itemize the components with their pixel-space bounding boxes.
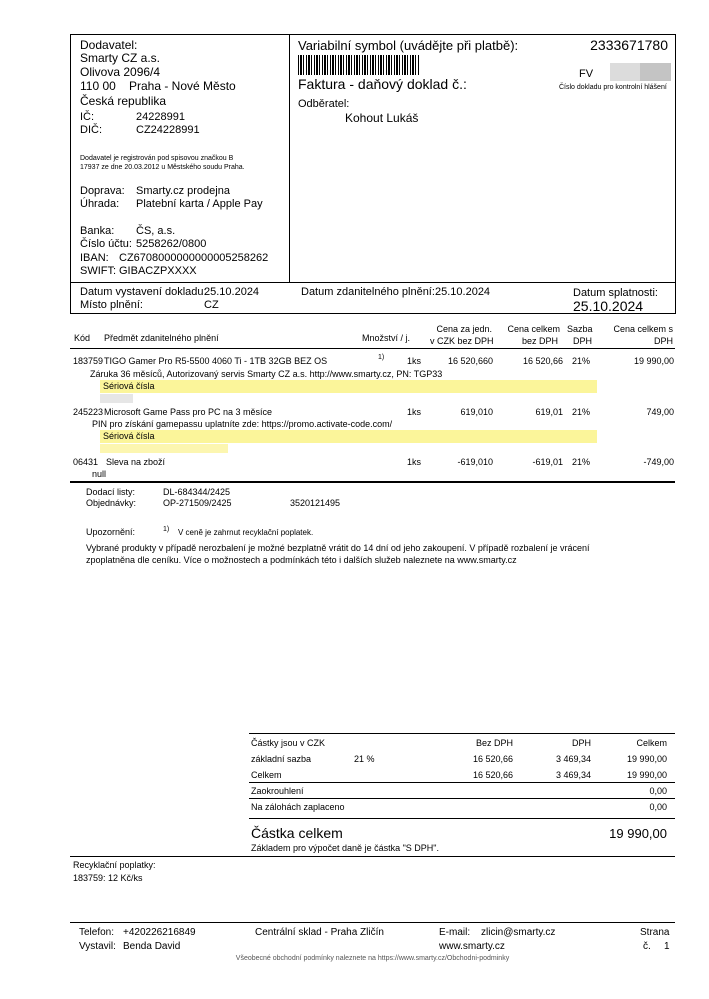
supplier-label: Dodavatel:: [80, 38, 138, 52]
delivery-value: Smarty.cz prodejna: [136, 185, 230, 197]
header-divider: [289, 35, 290, 282]
orders-label: Objednávky:: [86, 498, 137, 508]
col-unit-price-2: v CZK bez DPH: [430, 336, 494, 346]
issue-date-value: 25.10.2024: [204, 286, 260, 298]
issue-date-label: Datum vystavení dokladu:: [80, 286, 207, 298]
grand-total-value: 19 990,00: [609, 826, 667, 841]
total-vat: 3 469,34: [555, 770, 591, 780]
bank-value: ČS, a.s.: [136, 225, 176, 237]
row1-total: 16 520,66: [522, 356, 563, 366]
payment-value: Platební karta / Apple Pay: [136, 198, 263, 210]
variable-symbol-value: 2333671780: [590, 37, 668, 53]
row2-unit-price: 619,010: [460, 407, 493, 417]
email-label: E-mail:: [439, 927, 471, 938]
registration-line-2: 17937 ze dne 20.03.2012 u Městského soudu Praha.: [80, 164, 245, 171]
supplier-country: Česká republika: [80, 94, 167, 108]
advances-value: 0,00: [649, 802, 667, 812]
account-value: 5258262/0800: [136, 238, 207, 250]
summary-col-base: Bez DPH: [475, 738, 513, 748]
row2-serial-label: Sériová čísla: [103, 431, 155, 441]
swift-value: GIBACZPXXXX: [119, 265, 197, 277]
barcode: [298, 55, 420, 75]
rounding-value: 0,00: [649, 786, 667, 796]
invoice-number-redacted: [610, 63, 640, 81]
row3-total-vat: -749,00: [643, 457, 674, 467]
invoice-title: Faktura - daňový doklad č.:: [298, 76, 467, 92]
tax-basis-note: Základem pro výpočet daně je částka "S DPH".: [251, 843, 439, 853]
ic-label: IČ:: [80, 111, 95, 123]
ic-value: 24228991: [136, 111, 185, 123]
delivery-notes-label: Dodací listy:: [86, 487, 136, 497]
place-value: CZ: [204, 299, 219, 311]
basic-base: 16 520,66: [472, 754, 513, 764]
bank-label: Banka:: [80, 225, 115, 237]
grand-total-label: Částka celkem: [251, 825, 343, 841]
dic-label: DIČ:: [80, 124, 102, 136]
recycling-item: 183759: 12 Kč/ks: [73, 873, 143, 883]
taxable-date-label: Datum zdanitelného plnění:: [301, 286, 435, 298]
rounding-label: Zaokrouhlení: [251, 786, 304, 796]
taxable-date-value: 25.10.2024: [435, 286, 491, 298]
customer-name: Kohout Lukáš: [345, 111, 419, 125]
row3-qty: 1ks: [407, 457, 422, 467]
row2-serial-redacted: [100, 444, 228, 453]
row1-qty: 1ks: [407, 356, 422, 366]
orders-value: OP-271509/2425: [163, 498, 232, 508]
row2-rate: 21%: [572, 407, 591, 417]
notice-line-2: zpoplatněna dle ceníku. Více o možnostech a podmínkách této i dalších služeb naleznete na www.smarty.cz: [86, 555, 517, 565]
col-code: Kód: [74, 333, 91, 343]
total-total: 19 990,00: [626, 770, 667, 780]
row1-unit-price: 16 520,660: [447, 356, 493, 366]
col-total-vat-1: Cena celkem s: [613, 324, 673, 334]
row3-code: 06431: [73, 457, 99, 467]
col-rate-2: DPH: [573, 336, 593, 346]
row2-total: 619,01: [535, 407, 563, 417]
table-bottom-line: [70, 481, 675, 483]
phone-value: +420226216849: [123, 927, 196, 938]
row3-total: -619,01: [532, 457, 563, 467]
recycling-line: [70, 856, 675, 857]
row1-footnote: 1): [378, 354, 385, 361]
row1-name: TIGO Gamer Pro R5-5500 4060 Ti - 1TB 32GB BEZ OS: [104, 356, 328, 366]
row1-serial-redacted: [100, 394, 133, 403]
page-label-2: č.: [643, 941, 651, 952]
recycling-label: Recyklační poplatky:: [73, 860, 156, 870]
notice-footnote-text: V ceně je zahrnut recyklační poplatek.: [178, 528, 314, 537]
row3-note: null: [92, 469, 107, 479]
row2-total-vat: 749,00: [646, 407, 674, 417]
header-date-divider: [71, 282, 675, 283]
col-total-2: bez DPH: [521, 336, 558, 346]
row2-note: PIN pro získání gamepassu uplatníte zde: https://promo.activate-code.com/: [92, 419, 393, 429]
supplier-name: Smarty CZ a.s.: [80, 51, 161, 65]
row1-serial-label: Sériová čísla: [103, 381, 155, 391]
col-unit-price-1: Cena za jedn.: [436, 324, 492, 334]
registration-line-1: Dodavatel je registrován pod spisovou značkou B: [80, 155, 234, 162]
invoice-number-prefix: FV: [579, 68, 594, 80]
iban-value: CZ6708000000000005258262: [119, 252, 269, 264]
row1-serial-highlight: [100, 380, 597, 393]
total-base: 16 520,66: [472, 770, 513, 780]
issued-by-value: Benda David: [123, 941, 181, 952]
order-extra: 3520121495: [290, 498, 341, 508]
basic-vat: 3 469,34: [555, 754, 591, 764]
delivery-notes-value: DL-684344/2425: [163, 487, 231, 497]
notice-label: Upozornění:: [86, 527, 136, 537]
due-date-label: Datum splatnosti:: [573, 287, 658, 299]
supplier-city: Praha - Nové Město: [129, 79, 236, 93]
page-label-1: Strana: [640, 927, 670, 938]
summary-line-3: [249, 818, 675, 819]
control-number-label: Číslo dokladu pro kontrolní hlášení: [559, 84, 667, 91]
row2-name: Microsoft Game Pass pro PC na 3 měsíce: [104, 407, 273, 417]
col-rate-1: Sazba: [567, 324, 593, 334]
currency-label: Částky jsou v CZK: [251, 738, 326, 748]
row2-serial-highlight: [100, 430, 597, 443]
row3-name: Sleva na zboží: [106, 457, 166, 467]
summary-top-line: [249, 733, 675, 734]
account-label: Číslo účtu:: [80, 238, 132, 250]
phone-label: Telefon:: [79, 927, 115, 938]
iban-label: IBAN:: [80, 252, 109, 264]
basic-total: 19 990,00: [626, 754, 667, 764]
notice-line-1: Vybrané produkty v případě nerozbalení je možné bezplatně vrátit do 14 dní od jeho zakoupení. V případě rozbalení je vrácení: [86, 543, 590, 553]
due-date-value: 25.10.2024: [573, 298, 644, 314]
row1-rate: 21%: [572, 356, 591, 366]
customer-label: Odběratel:: [298, 98, 350, 110]
delivery-label: Doprava:: [80, 185, 125, 197]
basic-rate-label: základní sazba: [251, 754, 312, 764]
basic-rate-value: 21 %: [354, 754, 375, 764]
variable-symbol-label: Variabilní symbol (uvádějte při platbě):: [298, 38, 519, 53]
row1-code: 183759: [73, 356, 104, 366]
supplier-street: Olivova 2096/4: [80, 65, 161, 79]
total-row-label: Celkem: [251, 770, 282, 780]
col-total-1: Cena celkem: [507, 324, 560, 334]
dic-value: CZ24228991: [136, 124, 200, 136]
terms-note: Všeobecné obchodní podmínky naleznete na https://www.smarty.cz/Obchodni-podminky: [235, 955, 510, 962]
place-label: Místo plnění:: [80, 299, 143, 311]
summary-col-total: Celkem: [636, 738, 667, 748]
footer-line: [70, 922, 675, 923]
col-subject: Předmět zdanitelného plnění: [104, 333, 219, 343]
col-qty: Množství / j.: [362, 333, 411, 343]
email-value: zlicin@smarty.cz: [481, 927, 556, 938]
warehouse: Centrální sklad - Praha Zličín: [255, 927, 384, 938]
advances-label: Na zálohách zaplaceno: [251, 802, 345, 812]
issued-by-label: Vystavil:: [79, 941, 116, 952]
row2-code: 245223: [73, 407, 104, 417]
supplier-zip: 110 00: [80, 79, 116, 93]
row1-note: Záruka 36 měsíců, Autorizovaný servis Smarty CZ a.s. http://www.smarty.cz, PN: TGP33: [90, 369, 443, 379]
payment-label: Úhrada:: [80, 198, 120, 210]
swift-label: SWIFT:: [80, 265, 117, 277]
row1-total-vat: 19 990,00: [633, 356, 674, 366]
page-number: 1: [664, 941, 670, 952]
invoice-number-redacted-2: [640, 63, 671, 81]
summary-line-1: [249, 782, 675, 783]
table-header-line: [70, 348, 675, 349]
row2-qty: 1ks: [407, 407, 422, 417]
row3-unit-price: -619,010: [457, 457, 493, 467]
summary-col-vat: DPH: [571, 738, 591, 748]
summary-line-2: [249, 798, 675, 799]
col-total-vat-2: DPH: [653, 336, 673, 346]
website: www.smarty.cz: [439, 941, 505, 952]
notice-footnote-mark: 1): [163, 526, 170, 533]
row3-rate: 21%: [572, 457, 591, 467]
